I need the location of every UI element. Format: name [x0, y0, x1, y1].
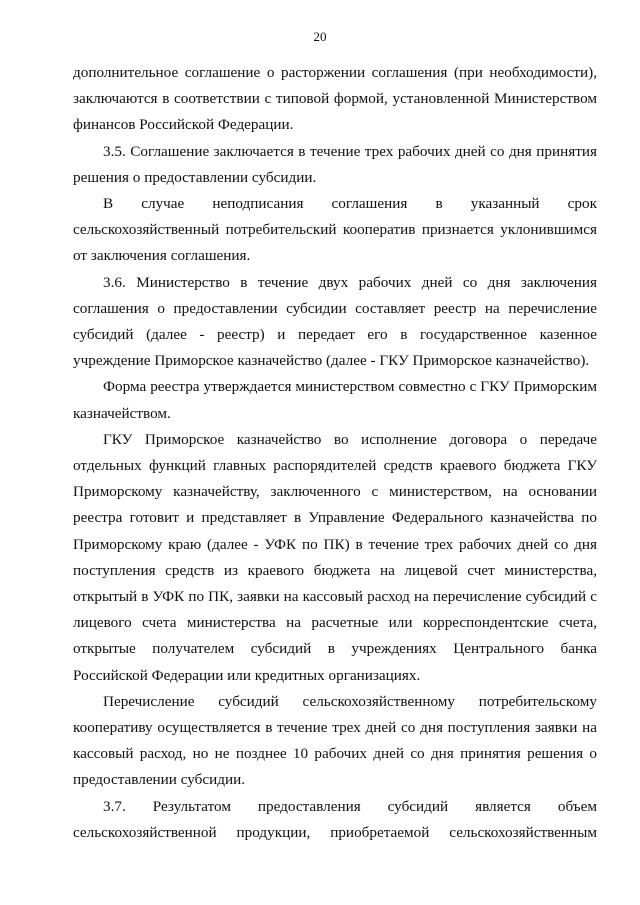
paragraph-3-6: 3.6. Министерство в течение двух рабочих дней со дня заключения соглашения о предоставлении субсидии составляет реестр на перечисление субсидий (далее - реестр) и передает его в государственное казенное учреждение Приморское казначейство (далее - ГКУ Приморское казначейство).	[73, 273, 597, 370]
paragraph-3-7: 3.7. Результатом предоставления субсидий является объем сельскохозяйственной продукции, приобретаемой сельскохозяйственным	[73, 797, 597, 841]
paragraph-treasury: ГКУ Приморское казначейство во исполнение договора о передаче отдельных функций главных распорядителей средств краевого бюджета ГКУ Приморскому казначейству, заключенного с министерством, на основании реестра готовит и представляет в Управление Федерального казначейства по Приморскому краю (далее - УФК по ПК) в течение трех рабочих дней со дня поступления средств из краевого бюджета на лицевой счет министерства, открытый в УФК по ПК, заявки на кассовый расход на перечисление субсидий с лицевого счета министерства на расчетные или корреспондентские счета, открытые получателем субсидий в учреждениях Центрального банка Российской Федерации или кредитных организациях.	[73, 430, 597, 684]
paragraph-3-5: 3.5. Соглашение заключается в течение трех рабочих дней со дня принятия решения о предоставлении субсидии.	[73, 142, 597, 186]
paragraph-transfer: Перечисление субсидий сельскохозяйственному потребительскому кооперативу осуществляется в течение трех дней со дня поступления заявки на кассовый расход, но не позднее 10 рабочих дней со дня принятия решения о предоставлении субсидии.	[73, 692, 597, 789]
paragraph-registry-form: Форма реестра утверждается министерством совместно с ГКУ Приморским казначейством.	[73, 378, 597, 422]
page-number: 20	[313, 29, 327, 44]
paragraph-non-signing: В случае неподписания соглашения в указанный срок сельскохозяйственный потребительский кооператив признается уклонившимся от заключения соглашения.	[73, 195, 597, 265]
document-body	[73, 60, 597, 846]
paragraph-agreement-termination: дополнительное соглашение о расторжении соглашения (при необходимости), заключаются в соответствии с типовой формой, установленной Министерством финансов Российской Федерации.	[73, 64, 597, 134]
